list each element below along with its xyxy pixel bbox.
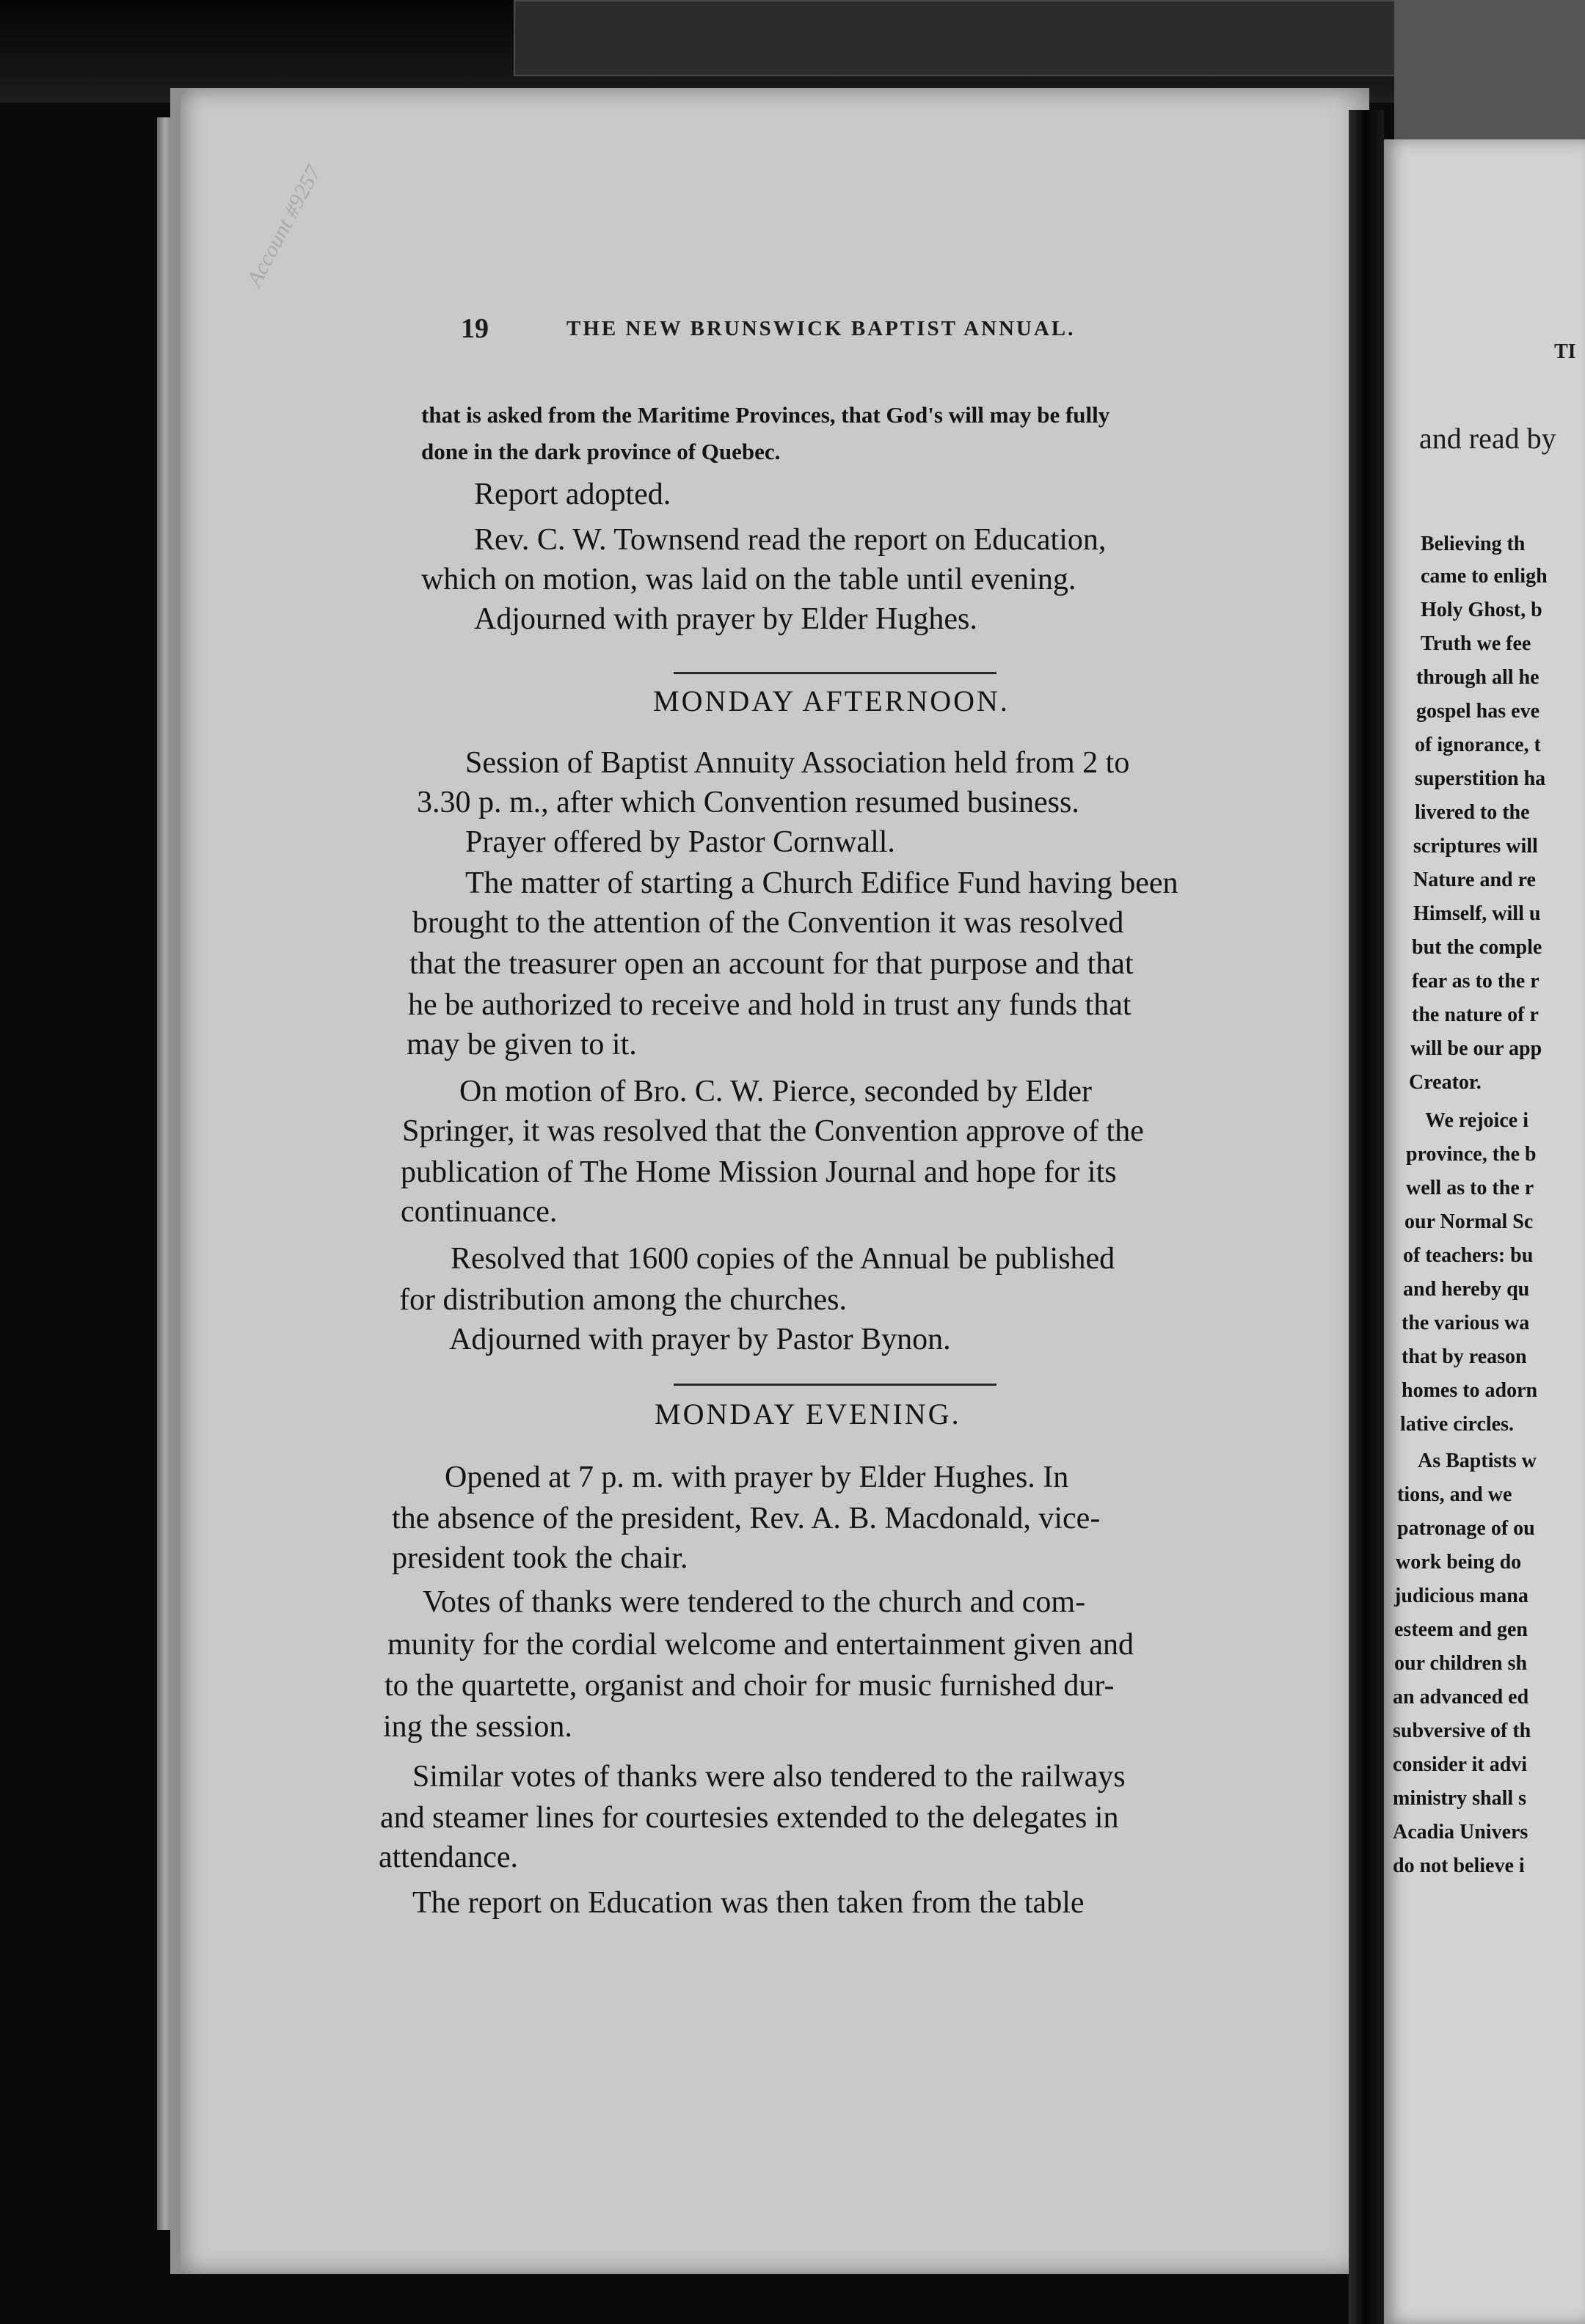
right-line: superstition ha (1415, 767, 1546, 790)
right-line: fear as to the r (1412, 970, 1540, 993)
paragraph-line: Adjourned with prayer by Pastor Bynon. (449, 1323, 951, 1356)
right-running-head: TI (1554, 340, 1576, 363)
right-line: We rejoice i (1425, 1109, 1528, 1132)
right-line: our Normal Sc (1404, 1210, 1534, 1233)
paragraph-line: publication of The Home Mission Journal and hope for its (401, 1155, 1117, 1189)
paragraph-line: which on motion, was laid on the table until evening. (421, 563, 1076, 596)
paragraph-line: munity for the cordial welcome and entertainment given and (387, 1628, 1134, 1662)
right-line: Believing th (1421, 533, 1526, 555)
paragraph-line: The matter of starting a Church Edifice Fund having been (465, 866, 1178, 900)
section-heading-evening: MONDAY EVENING. (655, 1397, 961, 1430)
paragraph-line: to the quartette, organist and choir for music furnished dur- (385, 1669, 1115, 1703)
right-line: homes to adorn (1402, 1379, 1538, 1402)
right-line: and hereby qu (1403, 1278, 1530, 1301)
book-spine-top (514, 0, 1397, 76)
right-line: that by reason (1402, 1345, 1527, 1368)
paragraph-line: The report on Education was then taken from the table (412, 1886, 1085, 1920)
paragraph-line: Votes of thanks were tendered to the church and com- (423, 1585, 1086, 1619)
right-line: an advanced ed (1393, 1686, 1529, 1709)
paragraph-line: On motion of Bro. C. W. Pierce, seconded by Elder (459, 1075, 1093, 1108)
paragraph-line: Springer, it was resolved that the Convention approve of the (402, 1114, 1144, 1148)
right-line: the various wa (1402, 1312, 1530, 1334)
paragraph-line: for distribution among the churches. (399, 1283, 848, 1317)
paragraph-line: may be given to it. (407, 1028, 637, 1061)
paragraph-line: 3.30 p. m., after which Convention resumed business. (417, 786, 1079, 819)
right-line: patronage of ou (1397, 1517, 1535, 1540)
paragraph-line: Session of Baptist Annuity Association held from 2 to (465, 746, 1130, 780)
right-line: scriptures will (1413, 835, 1538, 858)
right-line: our children sh (1394, 1652, 1528, 1675)
page-number: 19 (461, 313, 489, 344)
paragraph-line: continuance. (401, 1195, 558, 1229)
right-line: As Baptists w (1418, 1450, 1537, 1472)
right-top-line: and read by (1419, 422, 1556, 455)
paragraph-line: brought to the attention of the Convention it was resolved (412, 906, 1124, 940)
paragraph-line: Adjourned with prayer by Elder Hughes. (474, 602, 977, 636)
right-line: province, the b (1406, 1143, 1537, 1166)
right-line: Truth we fee (1421, 632, 1531, 655)
right-line: livered to the (1415, 801, 1530, 824)
adjacent-page-corner (1394, 0, 1585, 147)
right-line: came to enligh (1421, 565, 1548, 588)
right-line: well as to the r (1406, 1177, 1534, 1199)
section-rule (674, 1384, 996, 1386)
right-line: Creator. (1409, 1071, 1482, 1094)
right-line: gospel has eve (1416, 700, 1540, 723)
paragraph-line: Rev. C. W. Townsend read the report on Education, (474, 523, 1107, 557)
book-gutter (1349, 110, 1384, 2324)
right-line: the nature of r (1412, 1004, 1539, 1026)
paragraph-line: attendance. (379, 1841, 519, 1874)
right-line: subversive of th (1393, 1720, 1531, 1742)
right-line: through all he (1416, 666, 1540, 689)
section-heading-afternoon: MONDAY AFTERNOON. (653, 684, 1010, 717)
paragraph-line: Opened at 7 p. m. with prayer by Elder Hughes. In (445, 1461, 1069, 1494)
right-line: tions, and we (1397, 1483, 1512, 1506)
right-line: of teachers: bu (1403, 1244, 1534, 1267)
paragraph-line: the absence of the president, Rev. A. B. Macdonald, vice- (392, 1502, 1101, 1535)
paragraph-line: Prayer offered by Pastor Cornwall. (465, 825, 895, 859)
right-line: Nature and re (1413, 869, 1536, 891)
right-line: will be our app (1410, 1037, 1542, 1060)
right-line: but the comple (1412, 936, 1542, 959)
paragraph-line: Similar votes of thanks were also tendered to the railways (412, 1760, 1126, 1794)
right-line: of ignorance, t (1415, 734, 1541, 756)
paragraph-line: he be authorized to receive and hold in trust any funds that (408, 988, 1132, 1022)
right-line: work being do (1396, 1551, 1522, 1574)
margin-note: Account #9257 (242, 161, 327, 290)
paragraph-line: and steamer lines for courtesies extended to the delegates in (380, 1801, 1119, 1835)
paragraph-line: president took the chair. (392, 1541, 688, 1575)
right-line: ministry shall s (1393, 1787, 1527, 1810)
paragraph-line: that the treasurer open an account for that purpose and that (409, 947, 1134, 981)
right-line: do not believe i (1393, 1855, 1525, 1877)
right-line: consider it advi (1393, 1753, 1528, 1776)
paragraph-line: Resolved that 1600 copies of the Annual be published (451, 1242, 1115, 1276)
right-line: lative circles. (1400, 1413, 1514, 1436)
right-line: Himself, will u (1413, 902, 1541, 925)
right-line: Acadia Univers (1393, 1821, 1528, 1844)
right-line: esteem and gen (1394, 1618, 1528, 1641)
opening-line: that is asked from the Maritime Provinces, that God's will may be fully (421, 402, 1110, 428)
section-rule (674, 672, 996, 674)
paragraph-line: ing the session. (383, 1710, 572, 1744)
right-line: Holy Ghost, b (1421, 599, 1542, 621)
running-head: THE NEW BRUNSWICK BAPTIST ANNUAL. (566, 317, 1076, 340)
paragraph-line: Report adopted. (474, 478, 671, 511)
right-line: judicious mana (1394, 1585, 1528, 1607)
opening-line: done in the dark province of Quebec. (421, 439, 781, 464)
